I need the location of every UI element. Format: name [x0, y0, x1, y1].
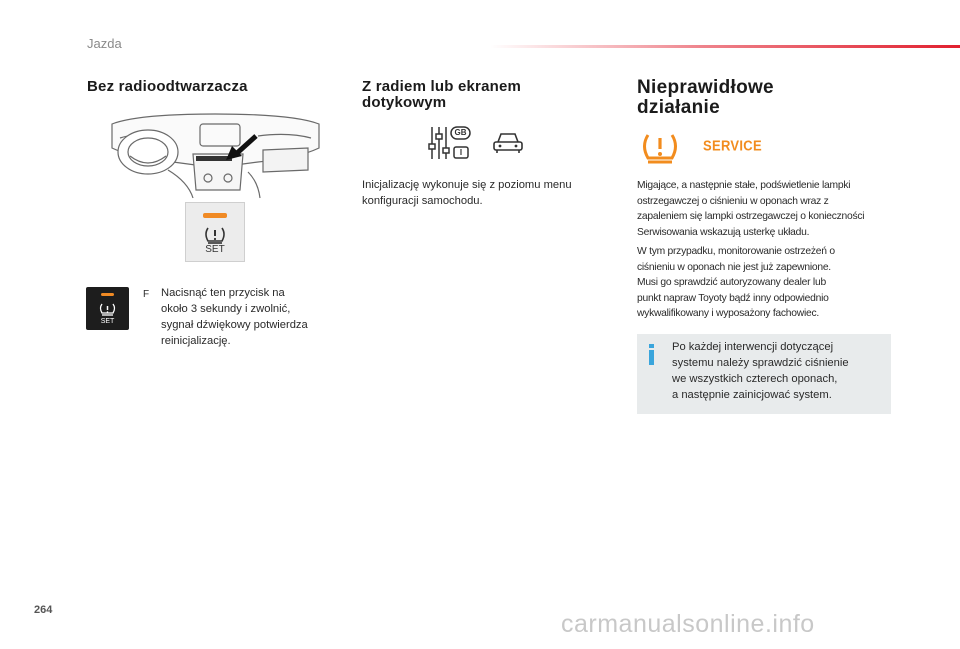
fault-paragraph-2 [637, 244, 907, 322]
bullet-line: Nacisnąć ten przycisk na [161, 287, 285, 299]
paragraph-line: punkt napraw Toyoty bądź inny odpowiednio [637, 292, 829, 304]
fault-paragraph-1 [637, 178, 907, 240]
watermark: carmanualsonline.info [561, 610, 815, 638]
middle-body-line: Inicjalizację wykonuje się z poziomu menu [362, 179, 572, 191]
right-column-title [637, 78, 774, 118]
tpms-set-button [185, 202, 245, 262]
section-label: Jazda [87, 36, 122, 51]
info-line: Po każdej interwencji dotyczącej [672, 341, 834, 353]
page-number: 264 [34, 604, 53, 616]
paragraph-line: Serwisowania wskazują usterkę układu. [637, 226, 810, 238]
set-button-label: SET [205, 244, 225, 255]
car-icon [492, 130, 524, 154]
left-column-title: Bez radioodtwarzacza [87, 78, 248, 95]
right-title-line: Nieprawidłowe [637, 77, 774, 98]
bullet-instruction [161, 285, 346, 349]
middle-title-line: dotykowym [362, 94, 447, 111]
middle-body-line: konfiguracji samochodu. [362, 195, 483, 207]
small-set-button-label: SET [100, 318, 115, 325]
tpms-warning-icon [640, 131, 680, 165]
header-accent-rule [490, 45, 960, 48]
bullet-symbol: F [143, 289, 150, 300]
info-box-text [672, 339, 887, 403]
info-badge: I [459, 148, 463, 157]
bullet-line: około 3 sekundy i zwolnić, [161, 303, 291, 315]
language-badge: GB [454, 128, 467, 137]
dashboard-illustration [108, 110, 323, 200]
paragraph-line: zapaleniem się lampki ostrzegawczej o konieczności [637, 211, 865, 223]
paragraph-line: wykwalifikowany i wyposażony fachowiec. [637, 308, 819, 320]
paragraph-line: Musi go sprawdzić autoryzowany dealer lub [637, 277, 826, 289]
info-line: systemu należy sprawdzić ciśnienie [672, 357, 849, 369]
paragraph-line: ciśnieniu w oponach nie jest już zapewnione. [637, 261, 831, 273]
middle-body-text [362, 177, 602, 209]
settings-sliders-icon [428, 126, 472, 160]
info-line: a następnie zainicjować system. [672, 389, 832, 401]
set-button-icon [86, 287, 129, 330]
middle-column-title [362, 79, 521, 111]
right-title-line: działanie [637, 97, 720, 118]
info-box [637, 334, 891, 414]
info-icon [647, 344, 657, 366]
middle-title-line: Z radiem lub ekranem [362, 78, 522, 95]
paragraph-line: Migające, a następnie stałe, podświetlenie lampki [637, 180, 851, 191]
service-warning-label: SERVICE [703, 137, 762, 154]
info-line: we wszystkich czterech oponach, [672, 373, 838, 385]
bullet-line: sygnał dźwiękowy potwierdza [161, 319, 308, 331]
bullet-line: reinicjalizację. [161, 335, 231, 347]
set-button-location [196, 156, 232, 161]
paragraph-line: W tym przypadku, monitorowanie ostrzeżeń o [637, 246, 835, 257]
paragraph-line: ostrzegawczej o ciśnieniu w oponach wraz z [637, 195, 829, 207]
